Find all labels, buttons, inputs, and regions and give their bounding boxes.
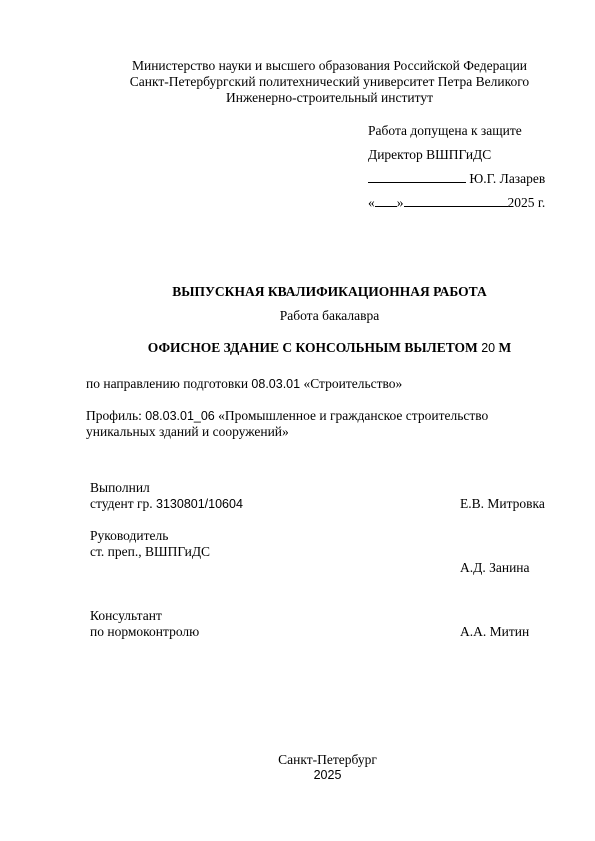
admitted-to-defense: Работа допущена к защите bbox=[368, 123, 522, 138]
footer-year: 2025 bbox=[313, 768, 342, 782]
student-name: Е.В. Митровка bbox=[460, 496, 545, 511]
month-blank bbox=[404, 195, 508, 207]
consultant-role: Консультант bbox=[90, 608, 162, 623]
profile-line-1 bbox=[86, 408, 488, 424]
signature-blank bbox=[368, 171, 466, 183]
date-open-quote: « bbox=[368, 195, 375, 210]
topic-text-part1: ОФИСНОЕ ЗДАНИЕ С КОНСОЛЬНЫМ ВЫЛЕТОМ bbox=[147, 340, 482, 355]
institute-line: Инженерно-строительный институт bbox=[226, 90, 433, 105]
approval-date-line bbox=[368, 195, 545, 211]
degree-subtitle: Работа бакалавра bbox=[279, 308, 380, 323]
director-signature-line bbox=[368, 171, 545, 187]
student-position bbox=[90, 496, 243, 512]
topic-number: 20 bbox=[481, 341, 496, 355]
direction-prefix: по направлению подготовки bbox=[86, 376, 252, 391]
profile-prefix: Профиль: bbox=[86, 408, 146, 423]
direction-line bbox=[86, 376, 402, 392]
day-blank bbox=[375, 195, 397, 207]
consultant-name: А.А. Митин bbox=[460, 624, 530, 639]
topic-text-part2: М bbox=[495, 340, 512, 355]
supervisor-name: А.Д. Занина bbox=[460, 560, 530, 575]
university-line: Санкт-Петербургский политехнический университет Петра Великого bbox=[129, 74, 530, 89]
thesis-topic bbox=[32, 340, 595, 356]
date-year: 2025 г. bbox=[507, 195, 546, 210]
supervisor-position: ст. преп., ВШПГиДС bbox=[90, 544, 211, 559]
profile-name-line1: «Промышленное и гражданское строительство bbox=[214, 408, 489, 423]
consultant-position: по нормоконтролю bbox=[90, 624, 200, 639]
supervisor-role: Руководитель bbox=[90, 528, 169, 543]
student-role: Выполнил bbox=[90, 480, 150, 495]
work-type-title: ВЫПУСКНАЯ КВАЛИФИКАЦИОННАЯ РАБОТА bbox=[172, 284, 487, 299]
director-title: Директор ВШПГиДС bbox=[368, 147, 492, 162]
profile-line-2: уникальных зданий и сооружений» bbox=[86, 424, 289, 439]
director-name: Ю.Г. Лазарев bbox=[469, 171, 546, 186]
profile-code: 08.03.01_06 bbox=[145, 409, 215, 423]
ministry-line: Министерство науки и высшего образования Российской Федерации bbox=[131, 58, 528, 73]
direction-code: 08.03.01 bbox=[251, 377, 301, 391]
direction-name: «Строительство» bbox=[300, 376, 403, 391]
footer-city: Санкт-Петербург bbox=[278, 752, 377, 767]
date-close-quote: » bbox=[396, 195, 404, 210]
student-position-prefix: студент гр. bbox=[90, 496, 157, 511]
student-group: 3130801/10604 bbox=[156, 497, 243, 511]
